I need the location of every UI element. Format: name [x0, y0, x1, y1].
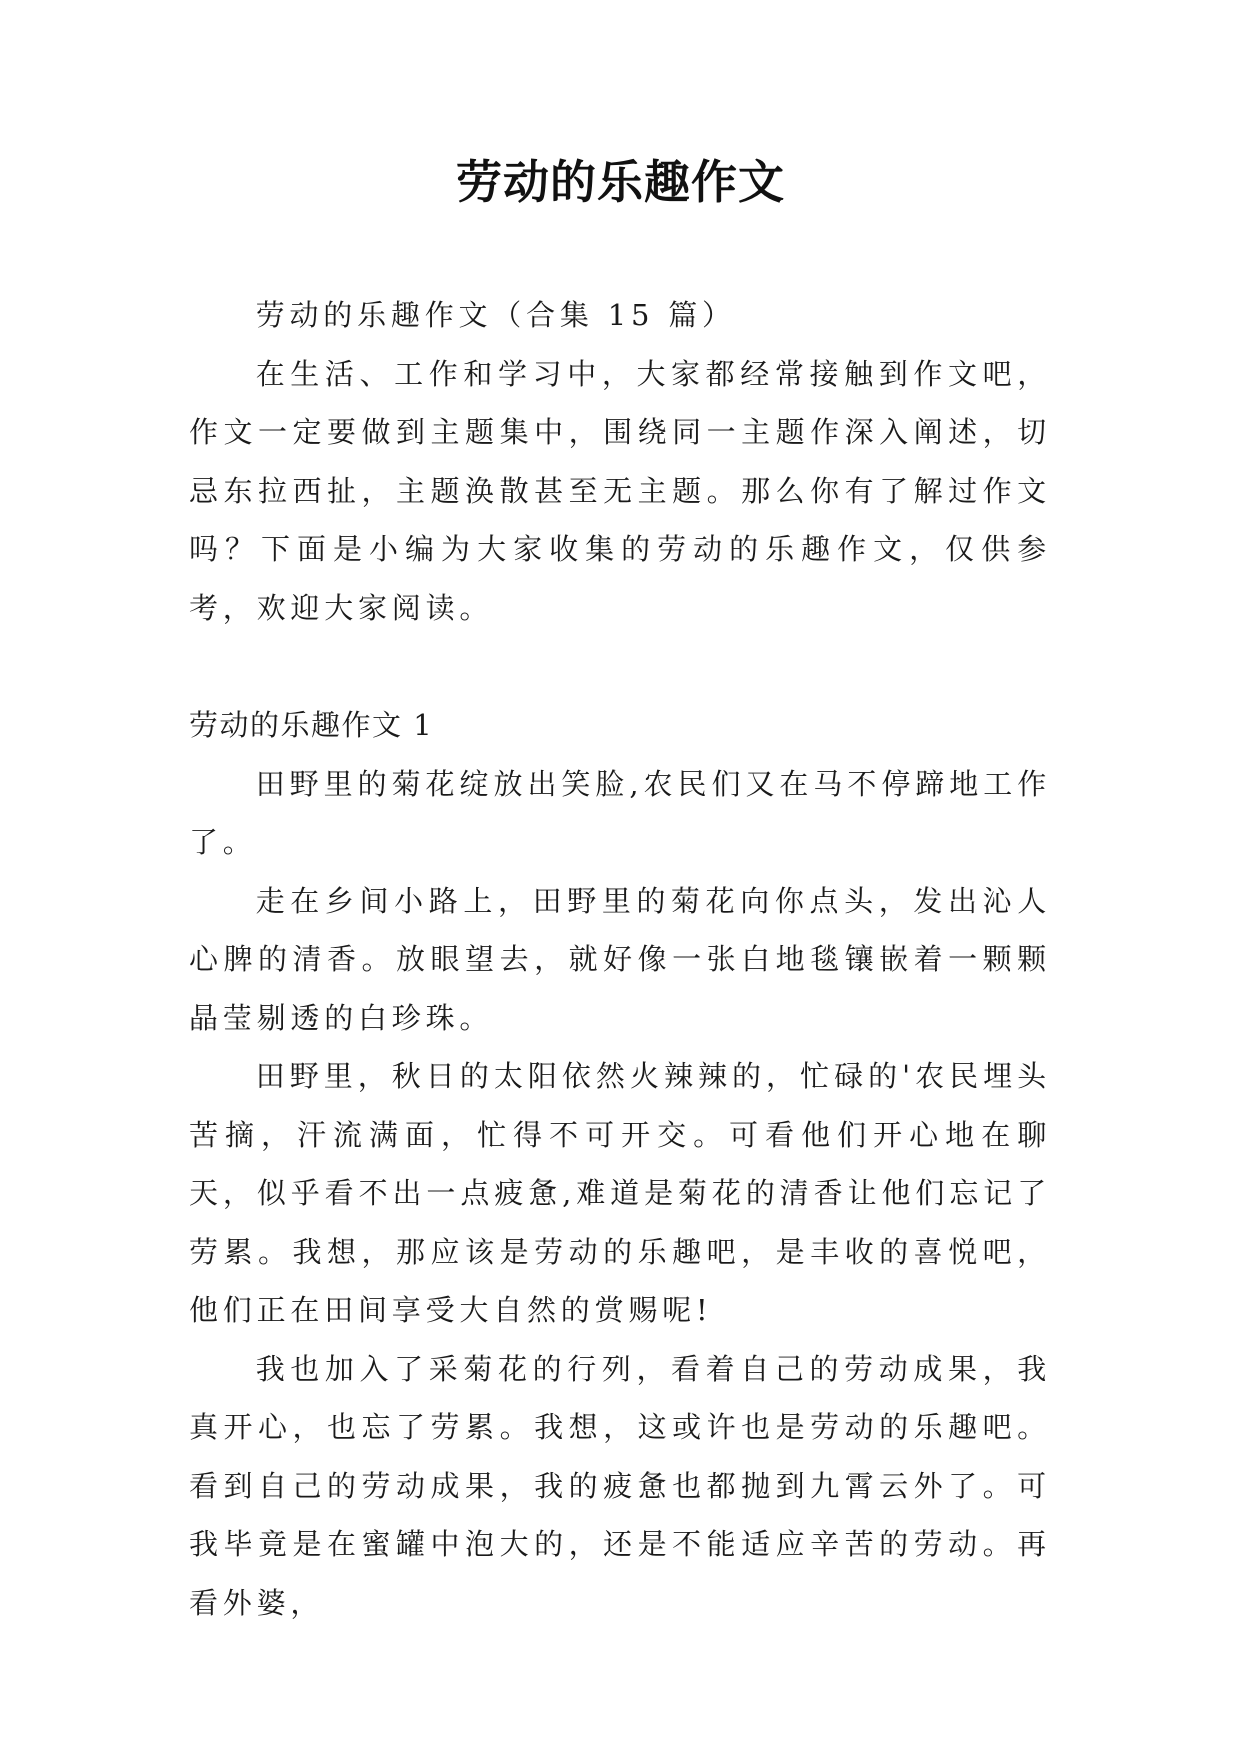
- section-heading: 劳动的乐趣作文 1: [189, 708, 434, 742]
- section-paragraph-1: 田野里的菊花绽放出笑脸,农民们又在马不停蹄地工作了。: [189, 766, 1051, 859]
- section-paragraph-3: 田野里，秋日的太阳依然火辣辣的，忙碌的'农民埋头苦摘，汗流满面，忙得不可开交。可看他们开心地在聊天，似乎看不出一点疲惫,难道是菊花的清香让他们忘记了劳累。我想，那应该是劳动的乐趣吧，是丰收的喜悦吧，他们正在田间享受大自然的赏赐呢!: [189, 1059, 1051, 1327]
- section-paragraph-2: 走在乡间小路上，田野里的菊花向你点头，发出沁人心脾的清香。放眼望去，就好像一张白地毯镶嵌着一颗颗晶莹剔透的白珍珠。: [189, 883, 1051, 1035]
- section-paragraph-4: 我也加入了采菊花的行列，看着自己的劳动成果，我真开心，也忘了劳累。我想，这或许也是劳动的乐趣吧。看到自己的劳动成果，我的疲惫也都抛到九霄云外了。可我毕竟是在蜜罐中泡大的，还是不能适应辛苦的劳动。再看外婆，: [189, 1351, 1051, 1620]
- intro-paragraph: 在生活、工作和学习中，大家都经常接触到作文吧，作文一定要做到主题集中，围绕同一主题作深入阐述，切忌东拉西扯，主题涣散甚至无主题。那么你有了解过作文吗？下面是小编为大家收集的劳动的乐趣作文，仅供参考，欢迎大家阅读。: [189, 356, 1051, 625]
- document-body: [189, 286, 1051, 1632]
- collection-subtitle: 劳动的乐趣作文（合集 15 篇）: [255, 298, 736, 332]
- paragraph-spacer: [189, 637, 1051, 696]
- document-title: 劳动的乐趣作文: [456, 155, 785, 209]
